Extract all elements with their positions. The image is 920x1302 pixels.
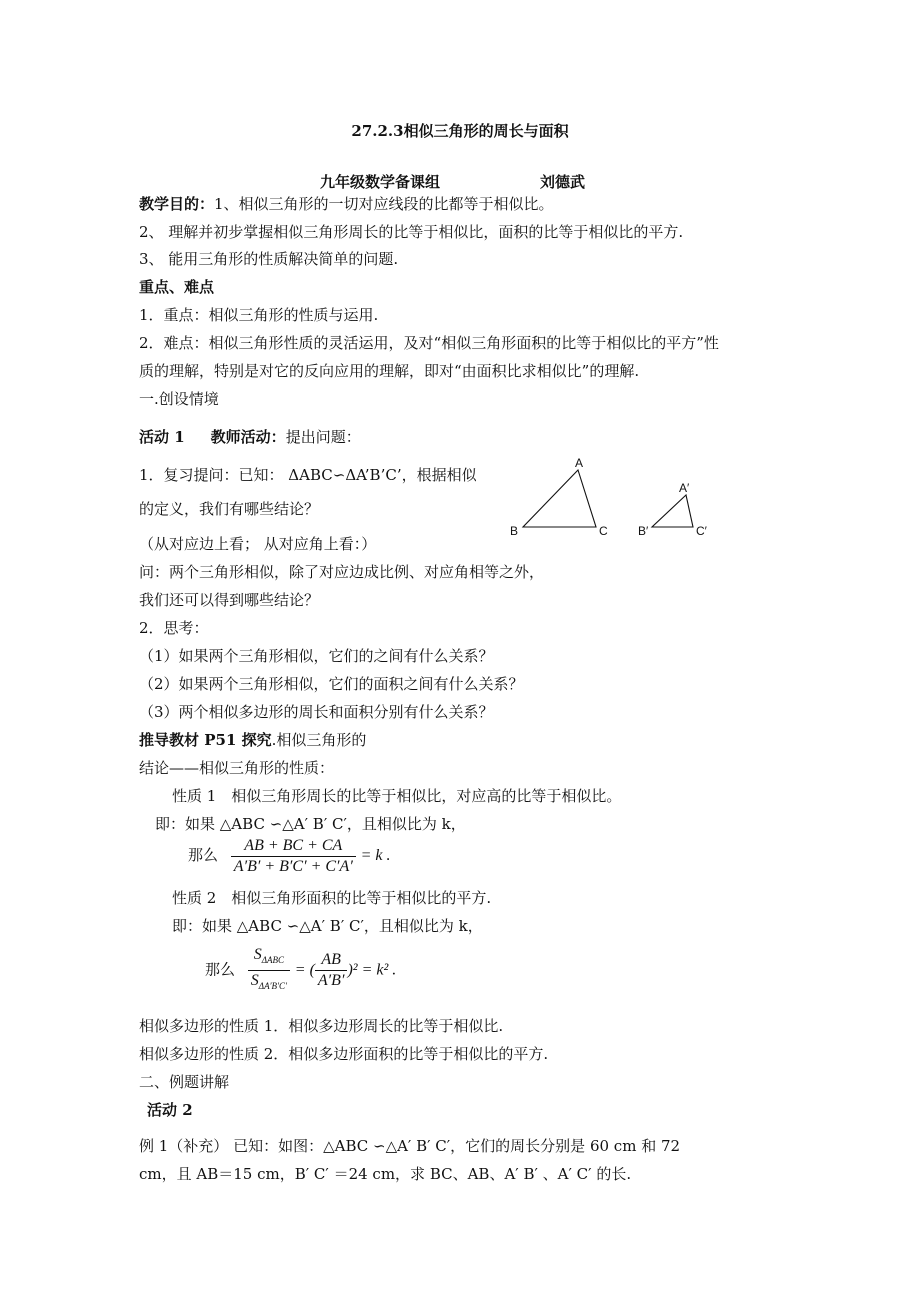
property-2-formula [205,945,396,993]
example-line-1: 例 1（补充） 已知：如图：△ABC ∽△A′ B′ C′，它们的周长分别是 60 cm 和 72 [139,1137,681,1155]
area-denominator-sub: ΔA′B′C′ [258,981,287,992]
activity-2-label: 活动 2 [147,1101,193,1119]
example-line-2: cm，且 AB＝15 cm，B′ C′ ＝24 cm，求 BC、AB、A′ B′ 、A′ C′ 的长. [139,1165,632,1183]
polygon-property-2: 相似多边形的性质 2．相似多边形面积的比等于相似比的平方. [139,1045,549,1063]
activity-1-label: 活动 1 [139,428,185,446]
triangle-a-prime [652,495,693,527]
perimeter-denominator: A′B′ + B′C′ + C′A′ [233,857,353,875]
vertex-b-prime-label: B′ [638,524,649,538]
similar-triangles-figure [500,452,725,544]
vertex-c-prime-label: C′ [696,524,707,538]
think-item-1: （1）如果两个三角形相似，它们的之间有什么关系？ [139,647,494,665]
area-mid: = ( [294,961,315,979]
document-title: 27.2.3相似三角形的周长与面积 [351,122,569,140]
derive-bold: 推导教材 P51 探究 [139,731,272,749]
think-heading: 2．思考： [139,619,209,637]
byline-author: 刘德武 [540,173,586,191]
property-1-condition: 即：如果 △ABC ∽△A′ B′ C′，且相似比为 k， [155,815,466,833]
polygon-property-1: 相似多边形的性质 1．相似多边形周长的比等于相似比. [139,1017,504,1035]
area-numerator [248,945,290,971]
derive-rest: .相似三角形的 [271,731,367,749]
activity-1-text: 提出问题： [285,428,361,446]
think-item-2: （2）如果两个三角形相似，它们的面积之间有什么关系？ [139,675,524,693]
goals-line-1 [139,194,554,214]
area-tail: )² = k² . [347,961,397,979]
perimeter-numerator: AB + BC + CA [231,836,356,857]
perimeter-equals: = k . [360,847,391,864]
vertex-a-prime-label: A′ [679,481,690,495]
property-1-formula [188,832,391,878]
review-line-1: 1．复习提问：已知： ΔABC∽ΔA’B’C’，根据相似 [139,466,477,484]
activity-1-title: 教师活动： [210,428,286,446]
area-numerator-sub: ΔABC [261,955,285,966]
vertex-c-label: C [599,524,608,538]
side-numerator: AB [315,950,348,971]
area-denominator [248,971,290,996]
area-denominator-s: S [250,972,259,990]
area-ratio-fraction [248,945,290,996]
property-1-then: 那么 [188,846,219,864]
goals-item-3: 3、 能用三角形的性质解决简单的问题. [139,250,399,268]
activity-1-line [139,427,361,447]
keypoints-heading: 重点、难点 [139,278,215,296]
review-line-3: （从对应边上看； 从对应角上看：） [139,535,377,553]
perimeter-ratio-fraction [231,836,356,877]
question-line-2: 我们还可以得到哪些结论？ [139,591,320,609]
side-denominator: A′B′ [317,972,345,990]
goals-item-2: 2、 理解并初步掌握相似三角形周长的比等于相似比，面积的比等于相似比的平方. [139,223,684,241]
derive-line [139,730,366,750]
keypoints-difficult-1: 2．难点：相似三角形性质的灵活运用，及对“相似三角形面积的比等于相似比的平方”性 [139,334,719,352]
keypoints-key: 1．重点：相似三角形的性质与运用. [139,306,379,324]
keypoints-difficult-2: 质的理解，特别是对它的反向应用的理解，即对“由面积比求相似比”的理解. [139,362,640,380]
property-2-condition: 即：如果 △ABC ∽△A′ B′ C′，且相似比为 k， [172,917,483,935]
property-2-then: 那么 [205,960,236,979]
byline-group: 九年级数学备课组 [320,173,441,191]
vertex-b-label: B [510,524,519,538]
goals-item-1: 1、相似三角形的一切对应线段的比都等于相似比。 [214,195,554,213]
property-2-text: 性质 2 相似三角形面积的比等于相似比的平方. [172,889,492,907]
section-2-heading: 二、例题讲解 [139,1073,230,1091]
side-ratio-fraction [315,950,348,991]
question-line-1: 问：两个三角形相似，除了对应边成比例、对应角相等之外， [139,563,545,581]
goals-label: 教学目的： [139,195,215,213]
vertex-a-label: A [575,456,584,470]
area-numerator-s: S [253,946,262,963]
triangle-abc [523,470,596,527]
think-item-3: （3）两个相似多边形的周长和面积分别有什么关系？ [139,703,494,721]
property-1-text: 性质 1 相似三角形周长的比等于相似比，对应高的比等于相似比。 [172,787,622,805]
review-line-2: 的定义，我们有哪些结论？ [139,500,320,518]
section-1-heading: 一.创设情境 [139,390,219,408]
conclusion-line: 结论——相似三角形的性质： [139,759,335,777]
